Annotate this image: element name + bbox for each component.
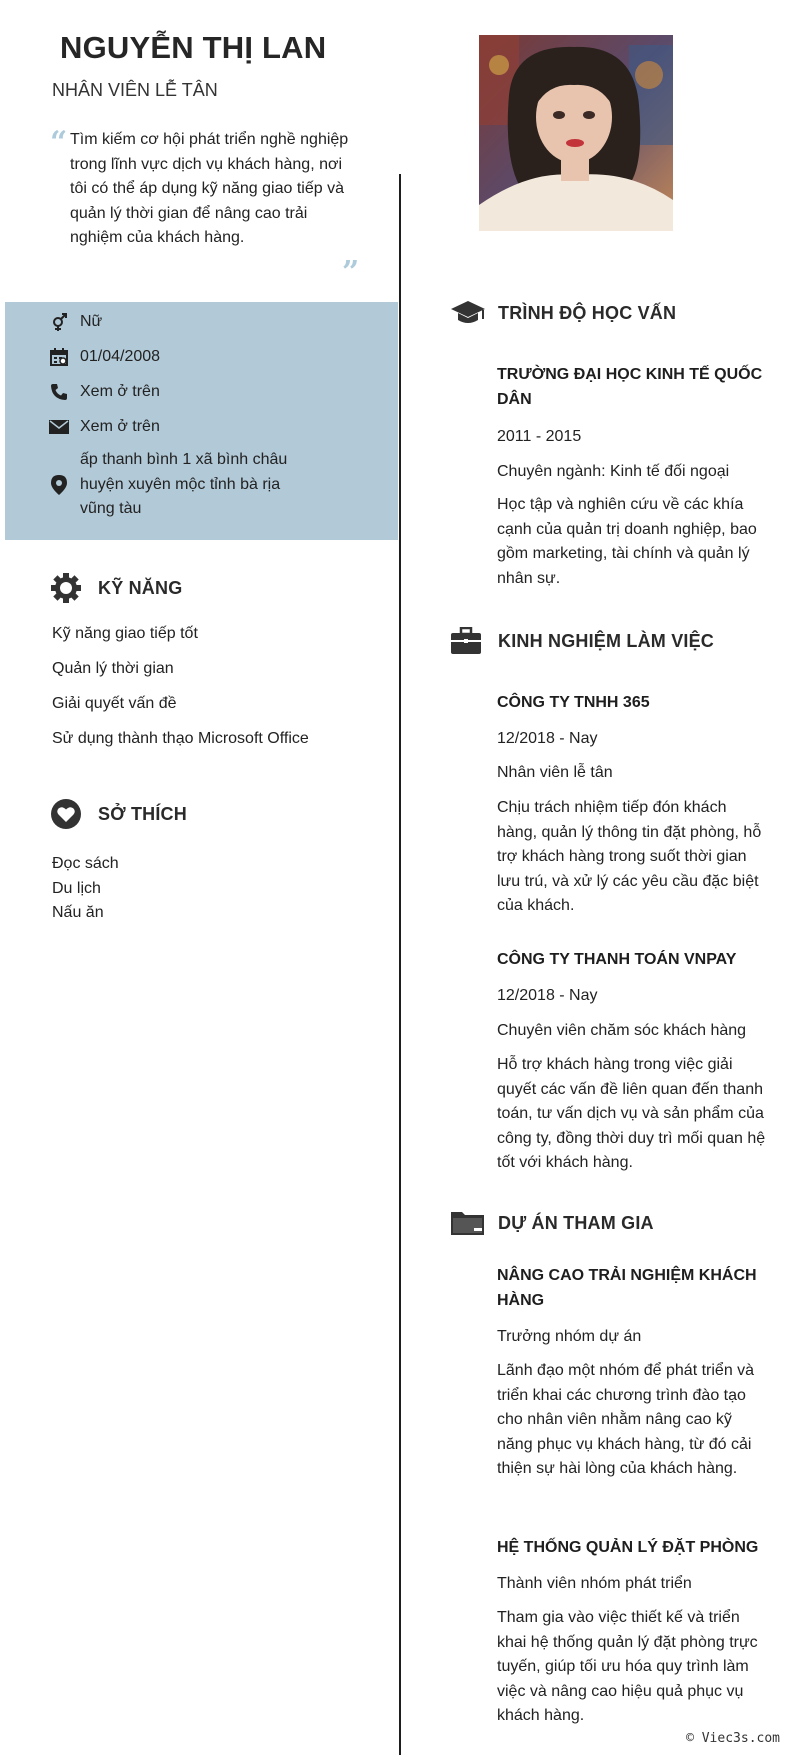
job-role: Nhân viên lễ tân: [497, 764, 613, 781]
phone-icon: [48, 381, 70, 403]
school-name: TRƯỜNG ĐẠI HỌC KINH TẾ QUỐC DÂN: [497, 366, 763, 408]
project-name: NÂNG CAO TRẢI NGHIỆM KHÁCH HÀNG: [497, 1267, 757, 1309]
skills-title: KỸ NĂNG: [98, 577, 183, 598]
hobbies-title: SỞ THÍCH: [98, 803, 187, 824]
job-description: Chịu trách nhiệm tiếp đón khách hàng, quản lý thông tin đặt phòng, hỗ trợ khách hàng trong suốt thời gian lưu trú, và xử lý các yêu cầu đặc biệt của khách.: [497, 799, 762, 914]
company-name: CÔNG TY THANH TOÁN VNPAY: [497, 951, 737, 968]
hobby-item: Nấu ăn: [52, 904, 104, 921]
heart-icon: [50, 798, 82, 830]
education-title: TRÌNH ĐỘ HỌC VẤN: [498, 302, 677, 323]
job-role: Chuyên viên chăm sóc khách hàng: [497, 1022, 747, 1039]
location-pin-icon: [48, 474, 70, 496]
gear-icon: [50, 572, 82, 604]
email-icon: [48, 416, 70, 438]
address-line: ấp thanh bình 1 xã bình châu: [80, 451, 288, 468]
project-role: Trưởng nhóm dự án: [497, 1328, 642, 1345]
skill-item: Quản lý thời gian: [52, 660, 174, 677]
job-period: 12/2018 - Nay: [497, 987, 598, 1004]
skill-item: Kỹ năng giao tiếp tốt: [52, 625, 198, 642]
candidate-name: NGUYỄN THỊ LAN: [60, 30, 327, 65]
watermark: © Viec3s.com: [686, 1731, 780, 1746]
education-major: Chuyên ngành: Kinh tế đối ngoại: [497, 463, 730, 480]
company-name: CÔNG TY TNHH 365: [497, 694, 650, 711]
hobby-item: Đọc sách: [52, 855, 119, 872]
address-line: huyện xuyên mộc tỉnh bà rịa: [80, 475, 281, 493]
project-description: Tham gia vào việc thiết kế và triển khai hệ thống quản lý đặt phòng trực tuyến, giúp tối ưu hóa quy trình làm việc và nâng cao hiệu quả phục vụ khách hàng.: [497, 1609, 758, 1724]
project-role: Thành viên nhóm phát triển: [497, 1575, 692, 1592]
experience-header: [450, 627, 714, 655]
briefcase-icon: [450, 627, 482, 655]
hobbies-list: [52, 852, 119, 926]
job-title: NHÂN VIÊN LỄ TÂN: [52, 80, 218, 100]
career-objective: Tìm kiếm cơ hội phát triển nghề nghiệp trong lĩnh vực dịch vụ khách hàng, nơi tôi có thể áp dụng kỹ năng giao tiếp và quản lý thời gian để nâng cao trải nghiệm của khách hàng.: [70, 131, 349, 246]
open-quote-icon: “: [50, 125, 68, 160]
phone-value: Xem ở trên: [80, 383, 160, 400]
job-period: 12/2018 - Nay: [497, 730, 598, 747]
hobby-item: Du lịch: [52, 879, 101, 897]
skills-header: [50, 572, 182, 604]
folder-icon: [450, 1209, 486, 1237]
education-header: [450, 299, 676, 327]
job-description: Hỗ trợ khách hàng trong việc giải quyết các vấn đề liên quan đến thanh toán, tư vấn dịch vụ và sản phẩm của công ty, đồng thời duy trì mối quan hệ tốt với khách hàng.: [497, 1056, 766, 1171]
skill-item: Sử dụng thành thạo Microsoft Office: [52, 730, 309, 747]
phone-row: [48, 381, 160, 403]
projects-header: [450, 1209, 654, 1237]
skill-item: Giải quyết vấn đề: [52, 695, 177, 712]
gender-value: Nữ: [80, 313, 103, 330]
graduation-cap-icon: [450, 299, 486, 327]
projects-title: DỰ ÁN THAM GIA: [498, 1212, 654, 1233]
birthday-row: [48, 346, 160, 368]
experience-title: KINH NGHIỆM LÀM VIỆC: [498, 630, 715, 651]
education-period: 2011 - 2015: [497, 428, 582, 445]
birthday-value: 01/04/2008: [80, 348, 161, 365]
project-name: HỆ THỐNG QUẢN LÝ ĐẶT PHÒNG: [497, 1539, 759, 1556]
gender-row: [48, 311, 102, 333]
gender-icon: [48, 311, 70, 333]
hobbies-header: [50, 798, 187, 830]
calendar-icon: [48, 346, 70, 368]
column-divider: [399, 174, 401, 1755]
address-line: vũng tàu: [80, 500, 142, 517]
address-value: [80, 448, 287, 522]
email-row: [48, 416, 160, 438]
email-value: Xem ở trên: [80, 418, 160, 435]
profile-photo: [479, 35, 673, 231]
close-quote-icon: ”: [342, 255, 360, 290]
education-description: Học tập và nghiên cứu về các khía cạnh của quản trị doanh nghiệp, bao gồm marketing, tài chính và quản lý nhân sự.: [497, 496, 757, 587]
project-description: Lãnh đạo một nhóm để phát triển và triển khai các chương trình đào tạo cho nhân viên nhằm nâng cao kỹ năng phục vụ khách hàng, từ đó cải thiện sự hài lòng của khách hàng.: [497, 1362, 755, 1477]
address-row: [48, 448, 287, 522]
